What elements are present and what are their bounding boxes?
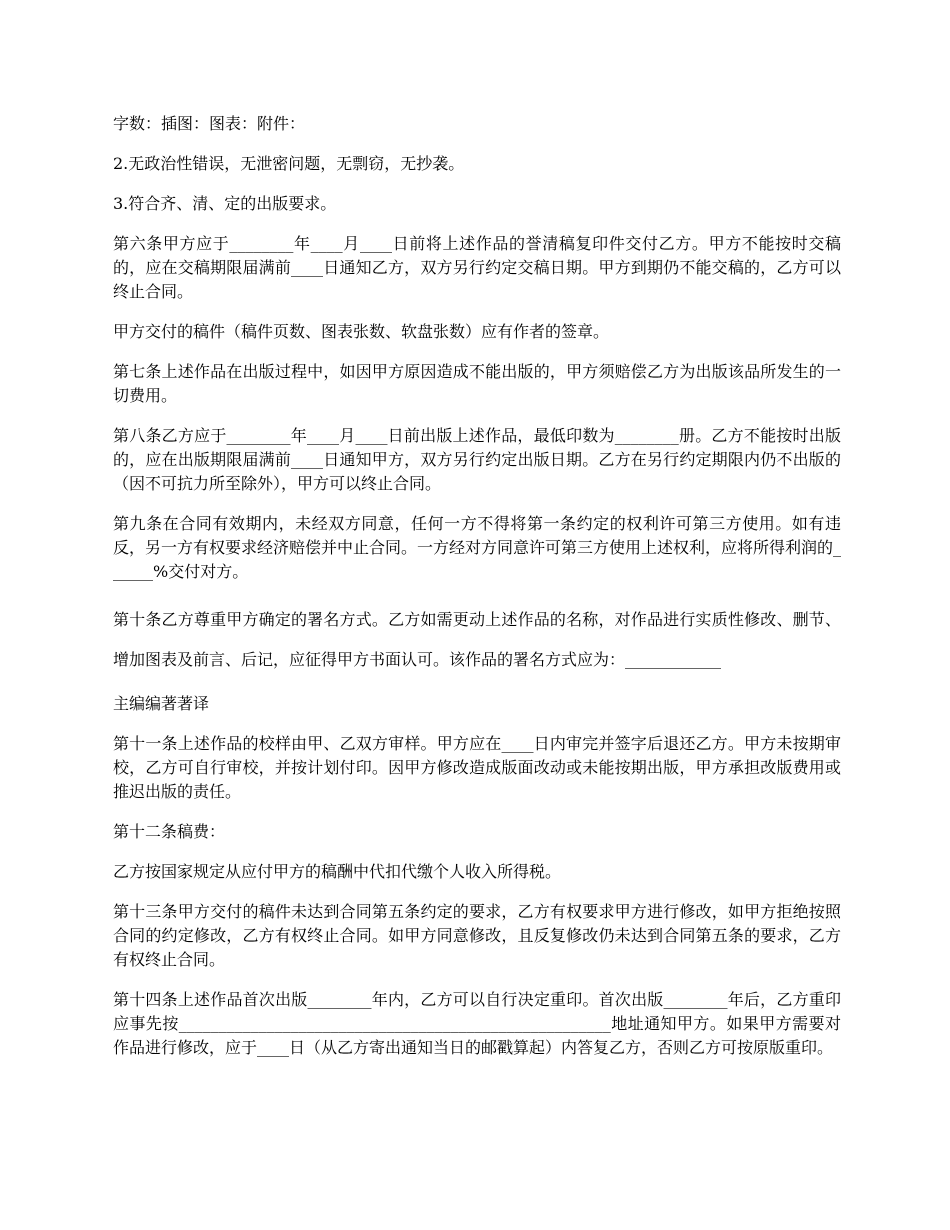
paragraph-article-12: 第十二条稿费： [113, 822, 226, 841]
paragraph-requirement-2: 2.无政治性错误，无泄密问题，无剽窃，无抄袭。 [113, 154, 465, 173]
paragraph-signature-note: 甲方交付的稿件（稿件页数、图表张数、软盘张数）应有作者的签章。 [113, 322, 610, 341]
paragraph-article-11: 第十一条上述作品的校样由甲、乙双方审样。甲方应在____日内审完并签字后退还乙方。甲方未按期审校，乙方可自行审校，并按计划付印。因甲方修改造成版面改动或未能按期出版，甲方承担改版费用或推迟出版的责任。 [113, 734, 841, 801]
paragraph-attribution-options: 主编编著著译 [113, 694, 210, 713]
paragraph-tax-note: 乙方按国家规定从应付甲方的稿酬中代扣代缴个人收入所得税。 [113, 862, 562, 881]
paragraph-article-14: 第十四条上述作品首次出版________年内，乙方可以自行决定重印。首次出版________年后，乙方重印应事先按______________________________________________________地址通知甲方。如果甲方需要对作品进行修改，应于____日（从乙方寄出通知当日的邮戳算起）内答复乙方，否则乙方可按原版重印。 [113, 990, 841, 1057]
document-body [113, 112, 841, 1076]
paragraph-article-8: 第八条乙方应于________年____月____日前出版上述作品，最低印数为________册。乙方不能按时出版的，应在出版期限届满前____日通知甲方，双方另行约定出版日期。乙方在另行约定期限内仍不出版的（因不可抗力所至除外），甲方可以终止合同。 [113, 426, 841, 493]
paragraph-requirement-3: 3.符合齐、清、定的出版要求。 [113, 194, 337, 213]
paragraph-article-10: 第十条乙方尊重甲方确定的署名方式。乙方如需更动上述作品的名称，对作品进行实质性修改、删节、增加图表及前言、后记，应征得甲方书面认可。该作品的署名方式应为：____________ [113, 610, 841, 669]
paragraph-article-6: 第六条甲方应于________年____月____日前将上述作品的誉清稿复印件交付乙方。甲方不能按时交稿的，应在交稿期限届满前____日通知乙方，双方另行约定交稿日期。甲方到期仍不能交稿的，乙方可以终止合同。 [113, 234, 841, 301]
paragraph-word-count: 字数：插图：图表：附件： [113, 114, 306, 133]
paragraph-article-13: 第十三条甲方交付的稿件未达到合同第五条约定的要求，乙方有权要求甲方进行修改，如甲方拒绝按照合同的约定修改，乙方有权终止合同。如甲方同意修改，且反复修改仍未达到合同第五条的要求，乙方有权终止合同。 [113, 902, 841, 969]
paragraph-article-7: 第七条上述作品在出版过程中，如因甲方原因造成不能出版的，甲方须赔偿乙方为出版该品所发生的一切费用。 [113, 362, 841, 405]
paragraph-article-9: 第九条在合同有效期内，未经双方同意，任何一方不得将第一条约定的权利许可第三方使用。如有违反，另一方有权要求经济赔偿并中止合同。一方经对方同意许可第三方使用上述权利，应将所得利润的______%交付对方。 [113, 514, 842, 581]
